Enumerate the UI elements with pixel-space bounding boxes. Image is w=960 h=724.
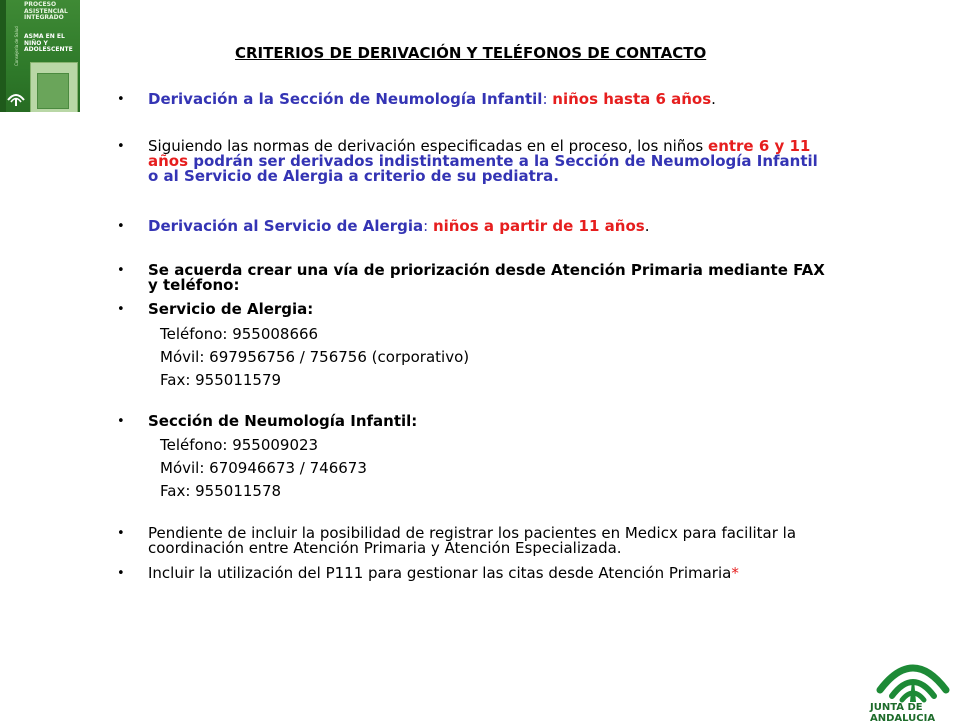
neumologia-sep: : bbox=[542, 90, 553, 108]
alergia-movil: Móvil: 697956756 / 756756 (corporativo) bbox=[160, 348, 470, 366]
pendiente-line1: Pendiente de incluir la posibilidad de registrar los pacientes en Medicx para facilitar la bbox=[148, 524, 797, 542]
bullet: • bbox=[117, 566, 125, 581]
page-title: CRITERIOS DE DERIVACIÓN Y TELÉFONOS DE CONTACTO bbox=[235, 44, 707, 62]
neumologia-period: . bbox=[711, 90, 716, 108]
cover-image bbox=[0, 0, 80, 112]
list-item-acuerdo bbox=[148, 263, 825, 293]
neumologia-age: niños hasta 6 años bbox=[552, 90, 712, 108]
alergia-fax: Fax: 955011579 bbox=[160, 371, 282, 389]
bullet: • bbox=[117, 263, 125, 278]
bullet: • bbox=[117, 414, 125, 429]
cover-title-2: ASMA EN EL NIÑO Y ADOLESCENTE bbox=[24, 33, 73, 54]
neumologia-telefono: Teléfono: 955009023 bbox=[160, 436, 319, 454]
cover-book-inner bbox=[37, 73, 69, 109]
siguiendo-line1b: entre 6 y 11 bbox=[708, 137, 811, 155]
cover-book-illustration bbox=[30, 62, 78, 112]
incluir-text: Incluir la utilización del P111 para gestionar las citas desde Atención Primaria bbox=[148, 564, 732, 582]
cover-title-1: PROCESO ASISTENCIAL INTEGRADO bbox=[24, 1, 68, 22]
acuerdo-line2: y teléfono: bbox=[148, 276, 240, 294]
bullet: • bbox=[117, 219, 125, 234]
junta-andalucia-label: JUNTA DE ANDALUCIA bbox=[870, 702, 936, 724]
bullet: • bbox=[117, 302, 125, 317]
alergia-period: . bbox=[644, 217, 650, 235]
alergia-age: niños a partir de 11 años bbox=[432, 217, 645, 235]
acuerdo-line1: Se acuerda crear una vía de priorización desde Atención Primaria mediante FAX bbox=[148, 261, 825, 279]
bullet: • bbox=[117, 92, 125, 107]
incluir-asterisk: * bbox=[731, 564, 739, 582]
list-item-siguiendo bbox=[148, 139, 818, 184]
bullet: • bbox=[117, 139, 125, 154]
neumologia-fax: Fax: 955011578 bbox=[160, 482, 282, 500]
siguiendo-line3: o al Servicio de Alergia a criterio de su pediatra. bbox=[148, 167, 559, 185]
siguiendo-line2a: años bbox=[148, 152, 194, 170]
siguiendo-line2b: podrán ser derivados indistintamente a la Sección de Neumología Infantil bbox=[193, 152, 818, 170]
servicio-alergia-heading: Servicio de Alergia: bbox=[148, 300, 314, 318]
list-item-neumologia bbox=[148, 92, 716, 107]
seccion-neumologia-heading: Sección de Neumología Infantil: bbox=[148, 412, 418, 430]
cover-vertical-text: Consejería de Salud bbox=[14, 26, 19, 66]
alergia-telefono: Teléfono: 955008666 bbox=[160, 325, 319, 343]
list-item-incluir bbox=[148, 566, 739, 581]
list-item-alergia bbox=[148, 219, 649, 234]
bullet: • bbox=[117, 526, 125, 541]
alergia-sep: : bbox=[423, 217, 433, 235]
neumologia-label: Derivación a la Sección de Neumología Infantil bbox=[148, 90, 543, 108]
alergia-label: Derivación al Servicio de Alergia bbox=[148, 217, 424, 235]
neumologia-movil: Móvil: 670946673 / 746673 bbox=[160, 459, 367, 477]
siguiendo-line1a: Siguiendo las normas de derivación especificadas en el proceso, los niños bbox=[148, 137, 709, 155]
list-item-pendiente bbox=[148, 526, 796, 556]
andalucia-logo-small-icon bbox=[6, 88, 26, 108]
pendiente-line2: coordinación entre Atención Primaria y Atención Especializada. bbox=[148, 539, 622, 557]
